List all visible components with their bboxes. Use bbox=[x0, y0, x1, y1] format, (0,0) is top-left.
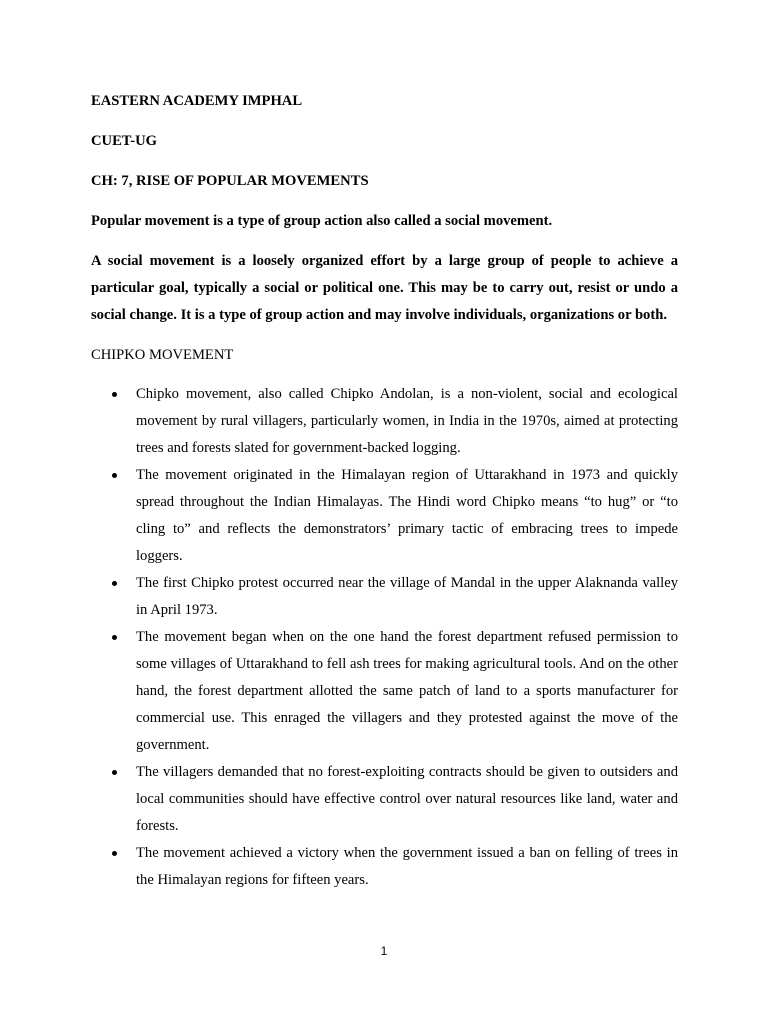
exam-name-heading: CUET-UG bbox=[91, 133, 157, 149]
chapter-title-heading: CH: 7, RISE OF POPULAR MOVEMENTS bbox=[91, 173, 369, 189]
list-item bbox=[91, 570, 678, 624]
document-body bbox=[91, 88, 678, 894]
intro-paragraph: Popular movement is a type of group action also called a social movement. bbox=[91, 213, 553, 229]
bullet-dot-icon bbox=[112, 770, 117, 775]
definition-paragraph: A social movement is a loosely organized effort by a large group of people to achieve a particular goal, typically a social or political one. This may be to carry out, resist or undo a social change. It is a type of group action and may involve individuals, organizations or both. bbox=[91, 253, 678, 323]
bullet-dot-icon bbox=[112, 392, 117, 397]
section-title-chipko: CHIPKO MOVEMENT bbox=[91, 347, 234, 363]
list-item bbox=[91, 381, 678, 462]
school-name-heading: EASTERN ACADEMY IMPHAL bbox=[91, 93, 303, 109]
list-item bbox=[91, 759, 678, 840]
bullet-list bbox=[91, 381, 678, 894]
bullet-dot-icon bbox=[112, 581, 117, 586]
bullet-dot-icon bbox=[112, 473, 117, 478]
list-item-text: Chipko movement, also called Chipko Andolan, is a non-violent, social and ecological movement by rural villagers, particularly women, in India in the 1970s, aimed at protecting trees and forests slated for government-backed logging. bbox=[136, 386, 678, 456]
list-item-text: The movement began when on the one hand the forest department refused permission to some villages of Uttarakhand to fell ash trees for making agricultural tools. And on the other hand, the forest department allotted the same patch of land to a sports manufacturer for commercial use. This enraged the villagers and they protested against the move of the government. bbox=[136, 629, 678, 753]
list-item bbox=[91, 462, 678, 570]
bullet-dot-icon bbox=[112, 635, 117, 640]
list-item bbox=[91, 624, 678, 759]
list-item-text: The first Chipko protest occurred near the village of Mandal in the upper Alaknanda valley in April 1973. bbox=[136, 575, 678, 618]
list-item bbox=[91, 840, 678, 894]
list-item-text: The villagers demanded that no forest-exploiting contracts should be given to outsiders and local communities should have effective control over natural resources like land, water and forests. bbox=[136, 764, 678, 834]
page-number: 1 bbox=[380, 944, 388, 958]
bullet-dot-icon bbox=[112, 851, 117, 856]
list-item-text: The movement achieved a victory when the government issued a ban on felling of trees in the Himalayan regions for fifteen years. bbox=[136, 845, 678, 888]
list-item-text: The movement originated in the Himalayan region of Uttarakhand in 1973 and quickly spread throughout the Indian Himalayas. The Hindi word Chipko means “to hug” or “to cling to” and reflects the demonstrators’ primary tactic of embracing trees to impede loggers. bbox=[136, 467, 678, 564]
